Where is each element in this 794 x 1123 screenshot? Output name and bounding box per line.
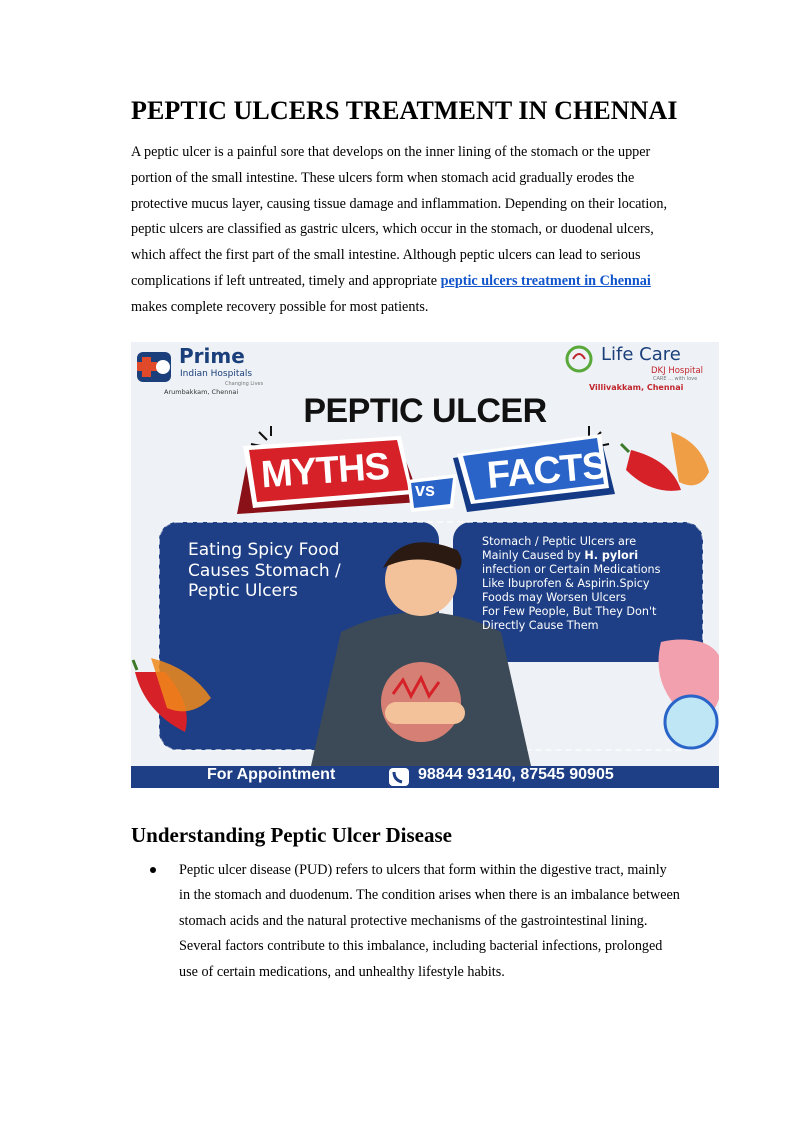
bullet-line: stomach acids and the natural protective mechanisms of the gastrointestinal lining. (179, 912, 648, 929)
section-bullet-list (131, 858, 711, 985)
lifecare-hospital-location: Villivakkam, Chennai (589, 383, 684, 392)
lifecare-hospital-tagline: CARE ... with love (653, 376, 698, 382)
fact-line: Directly Cause Them (482, 619, 599, 632)
fact-statement (482, 535, 712, 633)
intro-line: which affect the first part of the small intestine. Although peptic ulcers can lead to serious (131, 247, 641, 264)
section-heading: Understanding Peptic Ulcer Disease (131, 823, 452, 847)
prime-logo-icon (137, 352, 171, 382)
intro-line (131, 269, 711, 295)
fact-bold-text: H. pylori (584, 549, 639, 562)
page-title: PEPTIC ULCERS TREATMENT IN CHENNAI (131, 96, 678, 125)
intro-paragraph (131, 140, 711, 321)
list-item (131, 858, 711, 985)
intro-line: peptic ulcers are classified as gastric ulcers, which occur in the stomach, or duodenal ulcers, (131, 221, 654, 238)
bullet-line: use of certain medications, and unhealthy lifestyle habits. (179, 963, 505, 980)
fact-line: Like Ibuprofen & Aspirin.Spicy (482, 577, 650, 590)
appointment-phones: 98844 93140, 87545 90905 (418, 766, 614, 783)
myths-facts-banner (131, 342, 719, 788)
intro-line: protective mucus layer, causing tissue damage and inflammation. Depending on their location, (131, 195, 668, 212)
intro-line: makes complete recovery possible for most patients. (131, 298, 429, 315)
stomach-organ-icon (659, 640, 720, 749)
intro-line: A peptic ulcer is a painful sore that develops on the inner lining of the stomach or the upper (131, 144, 651, 160)
lifecare-hospital-sub: DKJ Hospital (651, 366, 704, 376)
intro-line-text: complications if left untreated, timely and appropriate (131, 272, 441, 289)
prime-hospital-location: Arumbakkam, Chennai (164, 388, 239, 396)
fact-line: infection or Certain Medications (482, 563, 661, 576)
fact-line (482, 549, 712, 563)
appointment-strip (131, 766, 719, 788)
prime-hospital-tagline: Changing Lives (225, 381, 264, 387)
bullet-line: Peptic ulcer disease (PUD) refers to ulcers that form within the digestive tract, mainly (179, 862, 667, 878)
fact-line-text: Mainly Caused by (482, 549, 585, 562)
prime-hospital-name: Prime (179, 344, 245, 368)
bullet-line: Several factors contribute to this imbalance, including bacterial infections, prolonged (179, 938, 663, 955)
lifecare-hospital-name: Life Care (601, 344, 681, 365)
prime-hospital-sub: Indian Hospitals (180, 369, 253, 379)
facts-label: FACTS (485, 444, 609, 498)
myth-statement: Eating Spicy Food Causes Stomach / Peptic Ulcers (188, 540, 341, 601)
vs-label: vs (415, 480, 436, 500)
intro-line: portion of the small intestine. These ulcers form when stomach acid gradually erodes the (131, 169, 635, 186)
fact-line: Stomach / Peptic Ulcers are (482, 535, 637, 548)
bullet-dot-icon (150, 867, 156, 873)
myths-label: MYTHS (259, 445, 391, 497)
fact-line: For Few People, But They Don't (482, 605, 657, 618)
fact-line: Foods may Worsen Ulcers (482, 591, 627, 604)
appointment-label: For Appointment (207, 766, 336, 783)
banner-headline: PEPTIC ULCER (303, 392, 547, 430)
bullet-line: in the stomach and duodenum. The condition arises when there is an imbalance between (179, 887, 680, 904)
treatment-link[interactable]: peptic ulcers treatment in Chennai (440, 272, 651, 289)
